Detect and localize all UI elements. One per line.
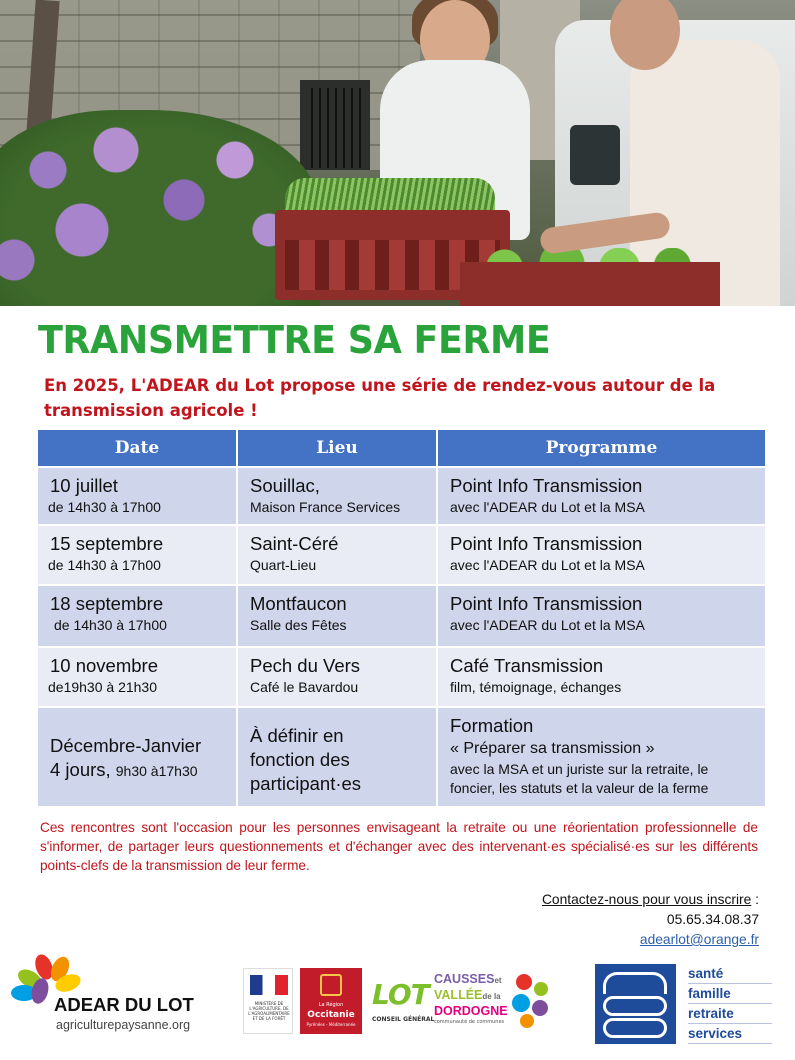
causses-vallee-dordogne-logo xyxy=(434,972,556,1036)
table-row xyxy=(38,706,765,806)
msa-logo xyxy=(595,964,676,1044)
lot-conseil-logo xyxy=(372,978,435,1030)
cell-program xyxy=(438,526,765,584)
header-program: Programme xyxy=(438,430,765,466)
adear-name: ADEAR DU LOT xyxy=(54,994,194,1015)
cell-place xyxy=(238,648,438,706)
date: 10 novembre xyxy=(50,655,158,676)
cvd-word-1: CAUSSES xyxy=(434,972,495,986)
lot-sub: CONSEIL GÉNÉRAL xyxy=(372,1016,435,1023)
msa-tagline xyxy=(688,964,772,1044)
program-sub: avec l'ADEAR du Lot et la MSA xyxy=(450,499,645,515)
program-sub: film, témoignage, échanges xyxy=(450,679,622,695)
dot-icon xyxy=(516,974,532,990)
place-sub: Café le Bavardou xyxy=(250,679,359,695)
occitan-cross-icon xyxy=(320,974,342,996)
dot-icon xyxy=(534,982,548,996)
time: de 14h30 à 17h00 xyxy=(48,499,161,515)
date: 18 septembre xyxy=(50,593,164,614)
cell-place xyxy=(238,586,438,646)
cvd-sub: communauté de communes xyxy=(434,1019,505,1025)
place-sub: Salle des Fêtes xyxy=(250,617,347,633)
cvd-word-3: DORDOGNE xyxy=(434,1004,508,1018)
time: de19h30 à 21h30 xyxy=(48,679,157,695)
msa-word: famille xyxy=(688,984,772,1004)
place: À définir en fonction des participant·es xyxy=(250,725,362,794)
occitanie-logo xyxy=(300,968,362,1034)
place: Pech du Vers xyxy=(250,655,361,676)
msa-s-icon xyxy=(603,996,667,1016)
adear-url: agriculturepaysanne.org xyxy=(56,1018,191,1032)
time: 9h30 à17h30 xyxy=(115,763,198,779)
phone: 05.65.34.08.37 xyxy=(666,912,759,927)
time: de 14h30 à 17h00 xyxy=(48,557,161,573)
cell-place xyxy=(238,526,438,584)
program: Point Info Transmission xyxy=(450,593,643,614)
program: Point Info Transmission xyxy=(450,475,643,496)
place: Montfaucon xyxy=(250,593,347,614)
cell-program xyxy=(438,708,765,806)
header-date: Date xyxy=(38,430,238,466)
occ-small: La Région xyxy=(318,1002,344,1008)
cell-place xyxy=(238,708,438,806)
dot-icon xyxy=(520,1014,534,1028)
cell-date xyxy=(38,648,238,706)
date: 10 juillet xyxy=(50,475,118,496)
cvd-de: de la xyxy=(482,992,501,1001)
email-link[interactable]: adearlot@orange.fr xyxy=(639,932,759,947)
adear-logo xyxy=(14,952,214,1042)
program: Point Info Transmission xyxy=(450,533,643,554)
description: Ces rencontres sont l'occasion pour les personnes envisageant la retraite ou une réorientation professionnelle de s'informer, de partager leurs questionnements et d'échanger avec des intervenant·es spécialisé·es sur les différents points-clefs de la transmission de leur ferme. xyxy=(40,820,758,874)
program-sub: avec la MSA et un juriste sur la retraite, le foncier, les statuts et la valeur de la ferme xyxy=(450,761,709,796)
contact-line xyxy=(542,890,759,910)
hero-photo xyxy=(0,0,795,306)
intro-text: En 2025, L'ADEAR du Lot propose une série de rendez-vous autour de la transmission agricole ! xyxy=(44,376,716,420)
table-row xyxy=(38,646,765,706)
header-place: Lieu xyxy=(238,430,438,466)
table-header xyxy=(38,430,765,466)
schedule-table xyxy=(38,430,765,806)
msa-m-icon xyxy=(603,972,667,994)
place-sub: Maison France Services xyxy=(250,499,401,515)
cell-date xyxy=(38,526,238,584)
cell-date xyxy=(38,586,238,646)
table-row xyxy=(38,584,765,646)
dot-icon xyxy=(532,1000,548,1016)
lot-word: LOT xyxy=(372,978,429,1011)
railing xyxy=(305,88,365,168)
republique-francaise-logo xyxy=(243,968,293,1034)
cell-place xyxy=(238,468,438,524)
time: de 14h30 à 17h00 xyxy=(54,617,167,633)
table-row xyxy=(38,524,765,584)
cvd-word-2: VALLÉE xyxy=(434,988,483,1002)
cell-program xyxy=(438,586,765,646)
page-title: TRANSMETTRE SA FERME xyxy=(38,318,551,362)
date-line-2 xyxy=(50,758,236,782)
dot-icon xyxy=(512,994,530,1012)
msa-word: retraite xyxy=(688,1004,772,1024)
place: Saint-Céré xyxy=(250,533,339,554)
ministry-text: MINISTÈRE DE L'AGRICULTURE, DE L'AGROALIMENTAIRE ET DE LA FORÊT xyxy=(248,1001,290,1021)
occ-sub: Pyrénées - Méditerranée xyxy=(306,1022,356,1027)
place-sub: Quart-Lieu xyxy=(250,557,317,573)
cvd-et: et xyxy=(494,976,502,985)
msa-word: services xyxy=(688,1024,772,1044)
occ-name: Occitanie xyxy=(307,1010,355,1020)
cell-date xyxy=(38,468,238,524)
date: 15 septembre xyxy=(50,533,164,554)
contact-colon: : xyxy=(751,892,759,907)
french-flag-icon xyxy=(250,975,288,995)
program-sub: avec l'ADEAR du Lot et la MSA xyxy=(450,617,645,633)
cell-date xyxy=(38,708,238,806)
contact-label: Contactez-nous pour vous inscrire xyxy=(541,892,752,907)
table-row xyxy=(38,466,765,524)
cell-program xyxy=(438,648,765,706)
hydrangea-bush xyxy=(0,110,320,306)
van-window xyxy=(570,125,620,185)
msa-word: santé xyxy=(688,964,772,984)
program-sub: avec l'ADEAR du Lot et la MSA xyxy=(450,557,645,573)
place: Souillac, xyxy=(250,475,320,496)
msa-a-icon xyxy=(603,1018,667,1038)
contact-block xyxy=(542,890,759,950)
date: Décembre-Janvier xyxy=(50,735,202,756)
program: Formation xyxy=(450,715,534,736)
program-quote: « Préparer sa transmission » xyxy=(450,740,655,757)
duration: 4 jours, xyxy=(50,759,111,780)
cell-program xyxy=(438,468,765,524)
lettuce-crate xyxy=(460,262,720,306)
program: Café Transmission xyxy=(450,655,604,676)
